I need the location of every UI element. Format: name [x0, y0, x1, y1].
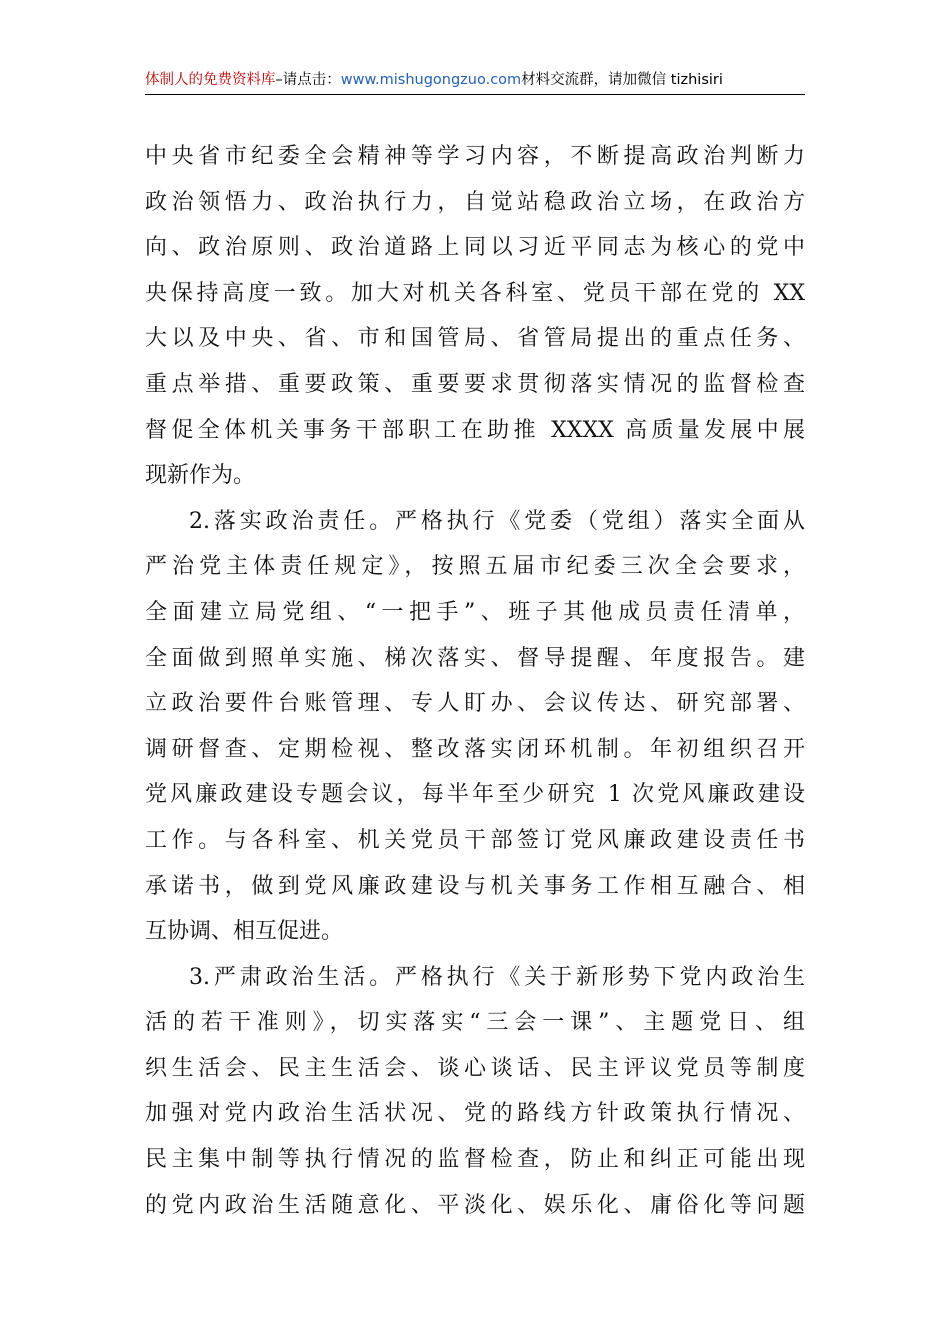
text-line: 互协调、相互促进。	[145, 919, 344, 945]
text-line: 活的若干准则》，切实落实“三会一课”、主题党日、组	[145, 1010, 805, 1036]
text-line: 大以及中央、省、市和国管局、省管局提出的重点任务、	[145, 326, 805, 352]
text-line: 织生活会、民主生活会、谈心谈话、民主评议党员等制度	[145, 1055, 805, 1081]
text-line: 中央省市纪委全会精神等学习内容，不断提高政治判断力	[145, 144, 805, 169]
page-header	[145, 68, 805, 95]
text-line: 的党内政治生活随意化、平淡化、娱乐化、庸俗化等问题	[145, 1192, 805, 1218]
document-body	[145, 134, 805, 1228]
text-line: 加强对党内政治生活状况、党的路线方针政策执行情况、	[145, 1101, 805, 1127]
text-line: 央保持高度一致。加大对机关各科室、党员干部在党的 XX	[145, 280, 805, 306]
text-line: 现新作为。	[145, 463, 256, 489]
text-line: 承诺书，做到党风廉政建设与机关事务工作相互融合、相	[145, 873, 805, 899]
text-line: 督促全体机关事务干部职工在助推 XXXX 高质量发展中展	[145, 417, 805, 443]
text-line: 严治党主体责任规定》，按照五届市纪委三次全会要求，	[145, 554, 805, 580]
paragraph-heading-line: 3.严肃政治生活。严格执行《关于新形势下党内政治生	[189, 964, 805, 990]
header-contact: 材料交流群，请加微信 tizhisiri	[521, 72, 723, 88]
text-line: 立政治要件台账管理、专人盯办、会议传达、研究部署、	[145, 691, 805, 717]
text-line: 重点举措、重要政策、重要要求贯彻落实情况的监督检查	[145, 371, 805, 397]
paragraph-heading-line: 2.落实政治责任。严格执行《党委（党组）落实全面从	[189, 508, 805, 534]
text-line: 全面做到照单实施、梯次落实、督导提醒、年度报告。建	[145, 645, 805, 671]
text-line: 调研督查、定期检视、整改落实闭环机制。年初组织召开	[145, 736, 805, 762]
text-line: 党风廉政建设专题会议，每半年至少研究 1 次党风廉政建设	[145, 782, 805, 808]
header-url-link[interactable]: www.mishugongzuo.com	[340, 72, 522, 88]
text-line: 全面建立局党组、“一把手”、班子其他成员责任清单，	[145, 599, 805, 625]
text-line: 政治领悟力、政治执行力，自觉站稳政治立场，在政治方	[145, 189, 805, 215]
header-prompt: –请点击：	[275, 72, 341, 88]
text-line: 民主集中制等执行情况的监督检查，防止和纠正可能出现	[145, 1147, 805, 1173]
text-line: 工作。与各科室、机关党员干部签订党风廉政建设责任书	[145, 827, 805, 853]
header-brand: 体制人的免费资料库	[145, 72, 276, 88]
text-line: 向、政治原则、政治道路上同以习近平同志为核心的党中	[145, 235, 805, 261]
